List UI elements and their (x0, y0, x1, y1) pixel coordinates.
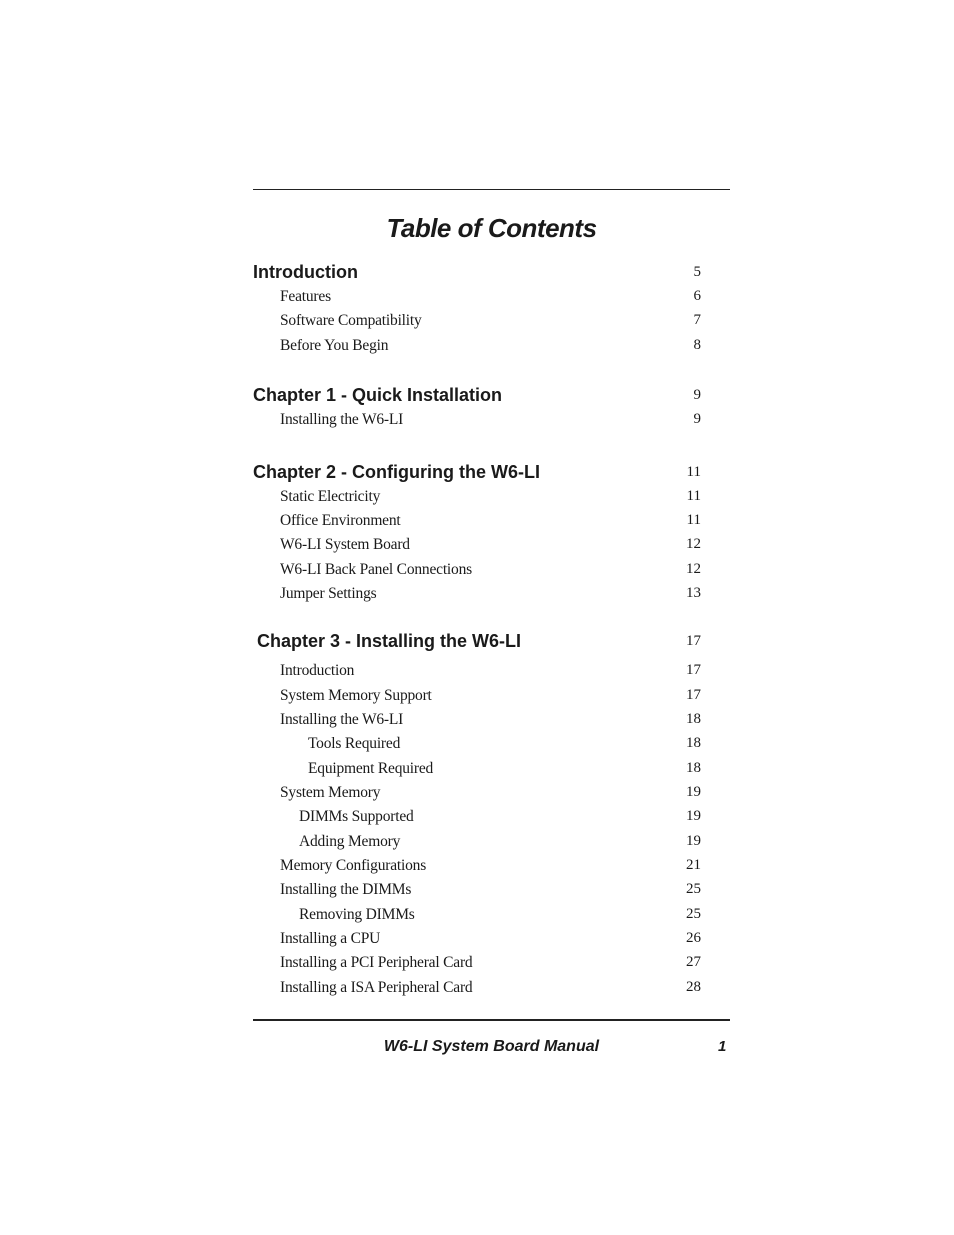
toc-entry-page: 17 (686, 662, 701, 678)
toc-entry-label: Memory Configurations (280, 857, 427, 874)
toc-entry-row (0, 488, 954, 512)
toc-heading-label: Chapter 2 - Configuring the W6-LI (253, 462, 540, 482)
toc-heading-row (0, 462, 954, 486)
toc-heading-page: 17 (686, 633, 701, 649)
toc-entry-row (0, 536, 954, 560)
toc-entry-row (0, 512, 954, 536)
toc-heading-row (0, 262, 954, 286)
toc-entry-label: Adding Memory (299, 833, 401, 850)
toc-heading-page: 5 (693, 264, 701, 280)
toc-entry-page: 12 (686, 561, 701, 577)
toc-entry-row (0, 735, 954, 759)
toc-entry-label: System Memory Support (280, 687, 432, 704)
toc-entry-label: W6-LI System Board (280, 536, 410, 553)
toc-entry-page: 11 (686, 512, 701, 528)
toc-entry-label: Removing DIMMs (299, 906, 415, 923)
toc-entry-label: System Memory (280, 784, 381, 801)
toc-entry-row (0, 711, 954, 735)
toc-entry-row (0, 288, 954, 312)
bottom-rule (253, 1019, 730, 1021)
toc-heading-page: 9 (693, 387, 701, 403)
toc-heading-page: 11 (686, 464, 701, 480)
toc-entry-page: 28 (686, 979, 701, 995)
toc-entry-row (0, 784, 954, 808)
toc-entry-row (0, 833, 954, 857)
toc-entry-page: 13 (686, 585, 701, 601)
toc-entry-page: 18 (686, 735, 701, 751)
toc-entry-label: Installing a ISA Peripheral Card (280, 979, 473, 996)
toc-entry-row (0, 881, 954, 905)
toc-entry-label: DIMMs Supported (299, 808, 414, 825)
toc-entry-label: Static Electricity (280, 488, 381, 505)
toc-entry-label: Before You Begin (280, 337, 389, 354)
toc-entry-row (0, 760, 954, 784)
footer-page-number: 1 (718, 1038, 727, 1055)
toc-entry-page: 26 (686, 930, 701, 946)
toc-entry-label: Tools Required (308, 735, 401, 752)
toc-entry-label: Installing a PCI Peripheral Card (280, 954, 473, 971)
toc-entry-page: 18 (686, 711, 701, 727)
toc-entry-row (0, 954, 954, 978)
toc-heading-label: Chapter 1 - Quick Installation (253, 385, 503, 405)
toc-entry-page: 6 (693, 288, 701, 304)
toc-entry-label: Office Environment (280, 512, 401, 529)
toc-entry-row (0, 808, 954, 832)
toc-entry-page: 19 (686, 784, 701, 800)
top-rule (253, 189, 730, 190)
page-title: Table of Contents (386, 213, 597, 243)
toc-entry-page: 8 (693, 337, 701, 353)
toc-entry-label: Software Compatibility (280, 312, 422, 329)
toc-entry-page: 17 (686, 687, 701, 703)
toc-entry-label: Jumper Settings (280, 585, 377, 602)
toc-entry-row (0, 857, 954, 881)
toc-entry-row (0, 687, 954, 711)
toc-entry-page: 19 (686, 808, 701, 824)
toc-entry-row (0, 906, 954, 930)
toc-entry-page: 21 (686, 857, 701, 873)
toc-entry-row (0, 337, 954, 361)
toc-entry-label: Installing a CPU (280, 930, 381, 947)
toc-entry-page: 18 (686, 760, 701, 776)
toc-heading-row (0, 385, 954, 409)
toc-entry-row (0, 979, 954, 1003)
toc-entry-label: Installing the W6-LI (280, 411, 404, 428)
toc-entry-page: 27 (686, 954, 701, 970)
toc-heading-label: Introduction (253, 262, 358, 282)
toc-heading-row (0, 631, 954, 655)
toc-entry-row (0, 411, 954, 435)
toc-entry-row (0, 561, 954, 585)
toc-entry-page: 25 (686, 881, 701, 897)
toc-entry-page: 19 (686, 833, 701, 849)
toc-entry-label: Equipment Required (308, 760, 434, 777)
toc-entry-label: W6-LI Back Panel Connections (280, 561, 472, 578)
toc-entry-row (0, 930, 954, 954)
toc-entry-page: 7 (693, 312, 701, 328)
toc-entry-label: Introduction (280, 662, 355, 679)
footer-title: W6-LI System Board Manual (383, 1038, 600, 1055)
toc-entry-label: Features (280, 288, 331, 305)
toc-heading-label: Chapter 3 - Installing the W6-LI (257, 631, 522, 651)
toc-entry-page: 11 (686, 488, 701, 504)
toc-entry-page: 12 (686, 536, 701, 552)
toc-entry-row (0, 585, 954, 609)
toc-entry-row (0, 312, 954, 336)
toc-entry-page: 9 (693, 411, 701, 427)
toc-entry-row (0, 662, 954, 686)
toc-entry-label: Installing the W6-LI (280, 711, 404, 728)
toc-entry-label: Installing the DIMMs (280, 881, 412, 898)
toc-entry-page: 25 (686, 906, 701, 922)
